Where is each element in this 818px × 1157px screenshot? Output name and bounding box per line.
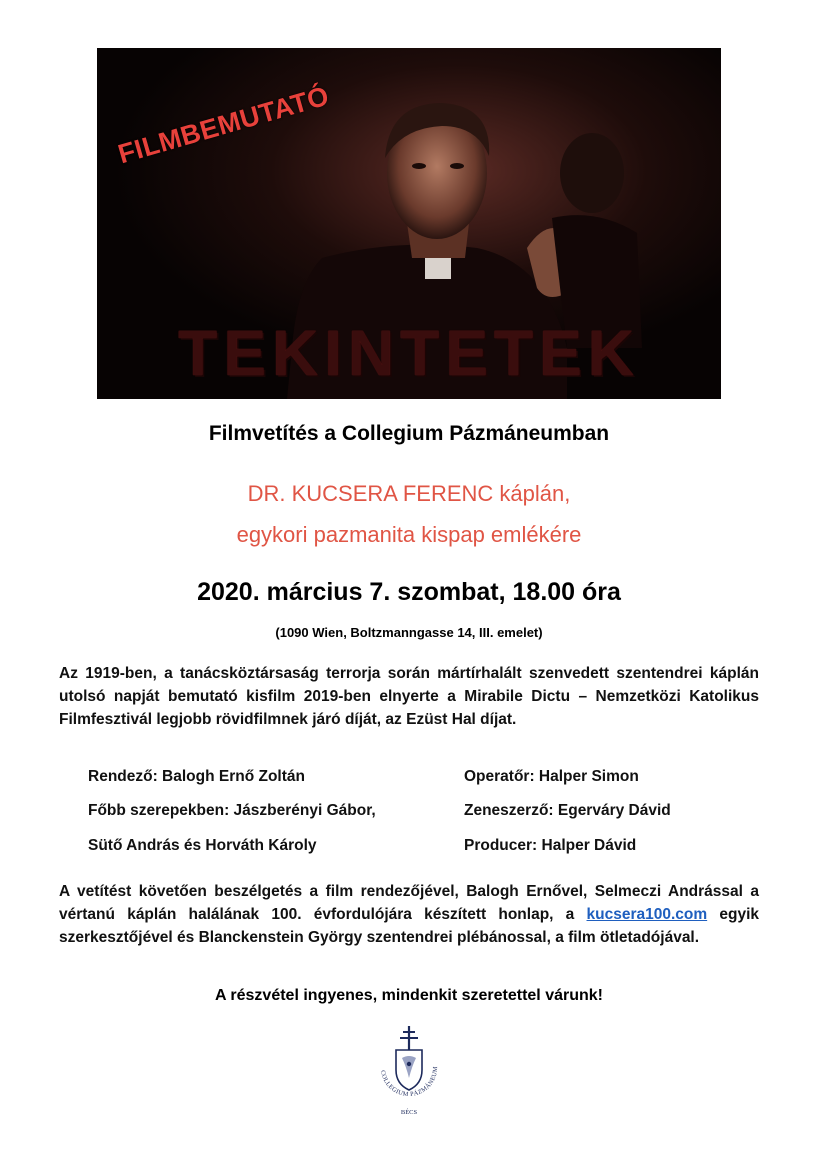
event-date: 2020. március 7. szombat, 18.00 óra — [197, 578, 621, 606]
credit-cinematographer: Operatőr: Halper Simon — [464, 768, 639, 785]
filmbemutato-stamp: FILMBEMUTATÓ — [114, 80, 333, 170]
kucsera100-link[interactable]: kucsera100.com — [586, 906, 708, 923]
followup-paragraph — [59, 880, 759, 949]
logo-ring-text: COLLEGIUM PÁZMÁNEUM — [379, 1066, 440, 1099]
collegium-pazmaneum-logo — [364, 1020, 454, 1120]
venue-heading: Filmvetítés a Collegium Pázmáneumban — [208, 422, 610, 445]
credit-director: Rendező: Balogh Ernő Zoltán — [88, 768, 305, 785]
honoree-name: DR. KUCSERA FERENC káplán, — [247, 481, 571, 506]
followup-text-after: egyik szerkesztőjével és Blanckenstein György szentendrei plébánossal, a film ötletadójával. — [59, 906, 760, 946]
logo-city: BÉCS — [400, 1109, 418, 1116]
coat-of-arms-icon — [364, 1020, 454, 1120]
credit-producer: Producer: Halper Dávid — [464, 837, 637, 854]
credit-cast: Főbb szerepekben: Jászberényi Gábor, — [88, 802, 376, 819]
credit-cast-continued: Sütő András és Horváth Károly — [88, 837, 317, 854]
film-poster-image — [97, 48, 721, 399]
closing-invitation: A részvétel ingyenes, mindenkit szeretettel várunk! — [215, 987, 603, 1004]
event-address: (1090 Wien, Boltzmanngasse 14, III. emelet) — [275, 625, 543, 640]
memory-line: egykori pazmanita kispap emlékére — [236, 522, 582, 547]
film-title-logo: TEKINTETEK — [178, 317, 640, 389]
credit-composer: Zeneszerző: Egerváry Dávid — [464, 802, 671, 819]
followup-text-before: A vetítést követően beszélgetés a film rendezőjével, Balogh Ernővel, Selmeczi Andrással a vértanú káplán halálának 100. évfordulójára készített honlap, a — [59, 883, 759, 923]
intro-paragraph: Az 1919-ben, a tanácsköztársaság terrorja során mártírhalált szenvedett szentendrei káplán utolsó napját bemutató kisfilm 2019-ben elnyerte a Mirabile Dictu – Nemzetközi Katolikus Filmfesztivál legjobb rövidfilmnek járó díját, az Ezüst Hal díjat. — [59, 665, 759, 728]
